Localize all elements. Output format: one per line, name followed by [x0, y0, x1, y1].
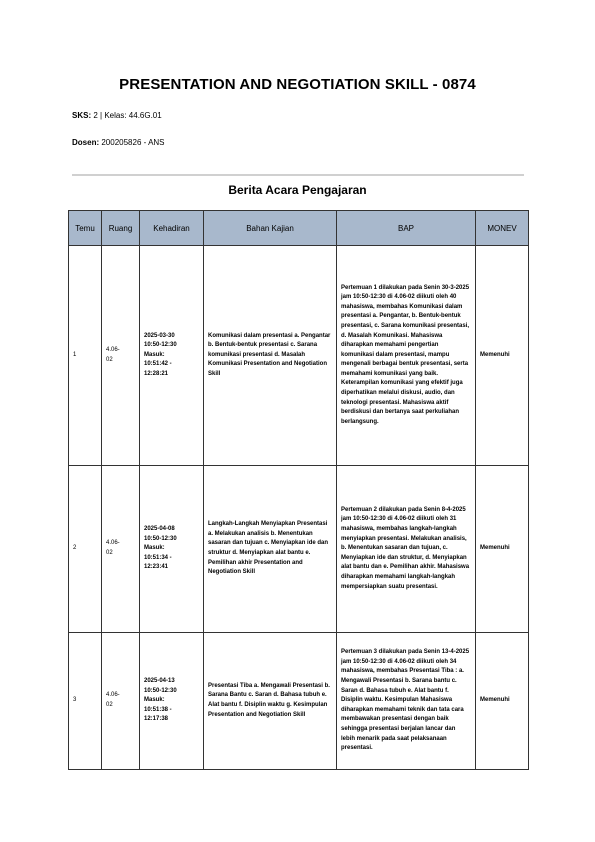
sks-kelas-value: 2 | Kelas: 44.6G.01: [93, 111, 162, 120]
cell-bap: Pertemuan 1 dilakukan pada Senin 30-3-2025 jam 10:50-12:30 di 4.06-02 diikuti oleh 40 mahasiswa, membahas Komunikasi dalam presentasi a. Pengantar, b. Bentuk-bentuk presentasi, c. Sarana komunikasi presentasi, d. Masalah Komunikasi. Mahasiswa diharapkan memahami pengertian komunikasi dalam presentasi, mampu mengenali berbagai bentuk presentasi, serta memahami komunikasi yang baik. Keterampilan komunikasi yang efektif juga diperhatikan melalui diskusi, audio, dan teknologi presentasi. Mahasiswa aktif berdiskusi dan bertanya saat perkuliahan berlangsung.: [337, 246, 476, 466]
cell-temu: 1: [69, 246, 102, 466]
cell-ruang: 4.06- 02: [102, 246, 140, 466]
cell-kehadiran: 2025-04-13 10:50-12:30 Masuk: 10:51:38 - 12:17:38: [140, 633, 204, 770]
table-header-row: [69, 211, 529, 246]
col-bap-header: BAP: [337, 211, 476, 246]
document-title: PRESENTATION AND NEGOTIATION SKILL - 0874: [119, 76, 476, 93]
cell-bahan-kajian: Komunikasi dalam presentasi a. Pengantar b. Bentuk-bentuk presentasi c. Sarana komunikasi presentasi d. Masalah Komunikasi Presentation and Negotiation Skill: [204, 246, 337, 466]
cell-bahan-kajian: Langkah-Langkah Menyiapkan Presentasi a. Melakukan analisis b. Menentukan sasaran dan tujuan c. Menyiapkan ide dan struktur d. Menyiapkan alat bantu e. Pemilihan akhir Presentation and Negotiation Skill: [204, 466, 337, 633]
cell-kehadiran: 2025-03-30 10:50-12:30 Masuk: 10:51:42 - 12:28:21: [140, 246, 204, 466]
cell-monev: Memenuhi: [476, 466, 529, 633]
cell-bap: Pertemuan 3 dilakukan pada Senin 13-4-2025 jam 10:50-12:30 di 4.06-02 diikuti oleh 34 mahasiswa, membahas Presentasi Tiba : a. Mengawali Presentasi b. Sarana bantu c. Saran d. Bahasa tubuh e. Alat bantu f. Disiplin waktu. Kesimpulan Mahasiswa diharapkan memahami teknik dan tata cara membawakan presentasi dengan baik sehingga presentasi berjalan lancar dan lebih menarik pada saat pelaksanaan presentasi.: [337, 633, 476, 770]
cell-ruang: 4.06- 02: [102, 633, 140, 770]
cell-monev: Memenuhi: [476, 633, 529, 770]
table-row: [69, 466, 529, 633]
cell-ruang: 4.06- 02: [102, 466, 140, 633]
col-temu-header: Temu: [69, 211, 102, 246]
cell-temu: 2: [69, 466, 102, 633]
cell-monev: Memenuhi: [476, 246, 529, 466]
section-title: Berita Acara Pengajaran: [228, 183, 367, 197]
sks-kelas-line: [72, 111, 162, 120]
dosen-label: Dosen:: [72, 138, 100, 147]
divider: [72, 174, 524, 176]
col-monev-header: MONEV: [476, 211, 529, 246]
sks-label: SKS:: [72, 111, 92, 120]
dosen-value: 200205826 - ANS: [101, 138, 165, 147]
table-row: [69, 633, 529, 770]
col-kehadiran-header: Kehadiran: [140, 211, 204, 246]
table-row: [69, 246, 529, 466]
cell-bahan-kajian: Presentasi Tiba a. Mengawali Presentasi b. Sarana Bantu c. Saran d. Bahasa tubuh e. Alat bantu f. Disiplin waktu g. Kesimpulan Presentation and Negotiation Skill: [204, 633, 337, 770]
berita-acara-table: [68, 210, 529, 770]
cell-kehadiran: 2025-04-08 10:50-12:30 Masuk: 10:51:34 - 12:23:41: [140, 466, 204, 633]
cell-temu: 3: [69, 633, 102, 770]
dosen-line: [72, 138, 165, 147]
cell-bap: Pertemuan 2 dilakukan pada Senin 8-4-2025 jam 10:50-12:30 di 4.06-02 diikuti oleh 31 mahasiswa, membahas langkah-langkah menyiapkan presentasi. Melakukan analisis, b. Menentukan sasaran dan tujuan, c. Menyiapkan ide dan struktur, d. Menyiapkan alat bantu dan e. Pemilihan akhir. Mahasiswa diharapkan memahami langkah-langkah mempersiapkan suatu presentasi.: [337, 466, 476, 633]
col-ruang-header: Ruang: [102, 211, 140, 246]
col-bahan-kajian-header: Bahan Kajian: [204, 211, 337, 246]
